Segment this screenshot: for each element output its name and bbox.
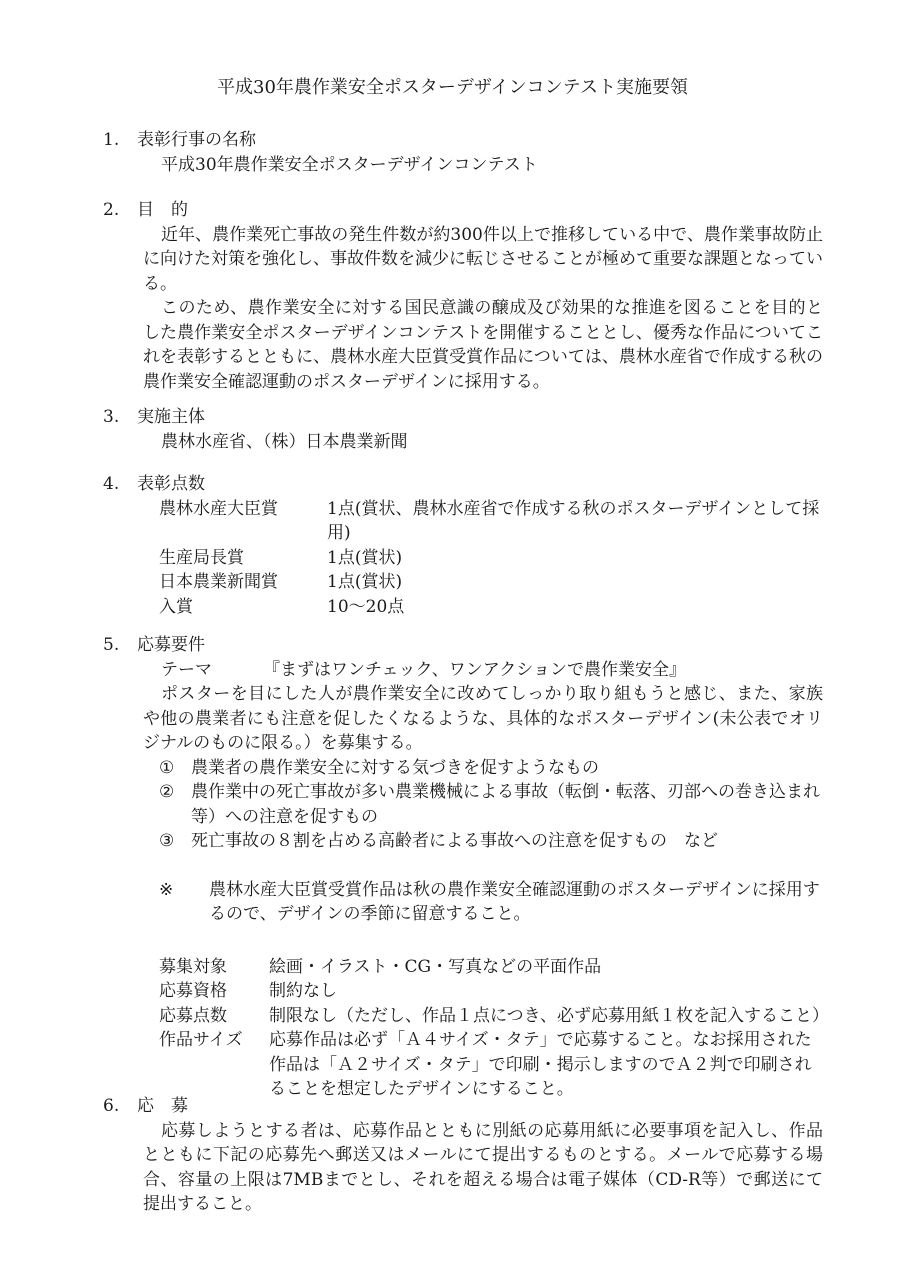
- section-title: 表彰行事の名称: [137, 130, 256, 150]
- award-value: 1点(賞状): [327, 572, 403, 592]
- requirement-value: 制限なし（ただし、作品１点につき、必ず応募用紙１枚を記入すること）: [269, 1005, 829, 1026]
- theme-value: 『まずはワンチェック、ワンアクションで農作業安全』: [263, 659, 686, 680]
- award-row: [159, 546, 823, 571]
- awards-list: [103, 497, 823, 620]
- section-number: 2.: [103, 200, 120, 220]
- requirement-row: [159, 979, 823, 1004]
- section-2: [103, 198, 823, 394]
- section-title: 応 募: [137, 1096, 188, 1116]
- list-text: 農作業中の死亡事故が多い農業機械による事故（転倒・転落、刃部への巻き込まれ等）への注意を促すもの: [191, 782, 820, 827]
- requirement-value: 応募作品は必ず「Ａ４サイズ・タテ」で応募すること。なお採用された作品は「Ａ２サイズ・タテ」で印刷・掲示しますのでＡ２判で印刷されることを想定したデザインにすること。: [269, 1030, 812, 1099]
- purpose-paragraph-1: 近年、農作業死亡事故の発生件数が約300件以上で推移している中で、農作業事故防止に向けた対策を強化し、事故件数を減少に転じさせることが極めて重要な課題となっている。: [143, 224, 823, 294]
- requirement-label: 応募資格: [159, 981, 227, 1001]
- section-1-body: 平成30年農作業安全ポスターデザインコンテスト: [161, 154, 538, 175]
- award-value: 10〜20点: [327, 596, 405, 617]
- section-number: 1.: [103, 130, 120, 150]
- section-3: [103, 405, 823, 454]
- requirement-row: [159, 1028, 823, 1102]
- section-4-heading: [103, 472, 823, 497]
- section-2-heading: [103, 198, 823, 223]
- list-item: [103, 756, 823, 781]
- award-name: 入賞: [159, 596, 193, 617]
- list-marker: ③: [159, 831, 175, 851]
- requirement-value: 絵画・イラスト・CG・写真などの平面作品: [269, 956, 602, 977]
- section-6: [103, 1094, 823, 1217]
- list-text: 農業者の農作業安全に対する気づきを促すようなもの: [191, 757, 599, 778]
- application-paragraph: 応募しようとする者は、応募作品とともに別紙の応募用紙に必要事項を記入し、作品とともに下記の応募先へ郵送又はメールにて提出するものとする。メールで応募する場合、容量の上限は7MBまでとし、それを超える場合は電子媒体（CD-R等）で郵送にて提出すること。: [143, 1120, 823, 1214]
- purpose-paragraph-2: このため、農作業安全に対する国民意識の醸成及び効果的な推進を図ることを目的とした農作業安全ポスターデザインコンテストを開催することとし、優秀な作品についてこれを表彰するとともに、農林水産大臣賞受賞作品については、農林水産省で作成する秋の農作業安全確認運動のポスターデザインに採用する。: [143, 298, 823, 392]
- section-6-heading: [103, 1094, 823, 1119]
- requirements-paragraph: ポスターを目にした人が農作業安全に改めてしっかり取り組もうと感じ、また、家族や他の農業者にも注意を促したくなるような、具体的なポスターデザイン(未公表でオリジナルのものに限る。）を募集する。: [143, 684, 823, 753]
- award-value: 1点(賞状): [327, 547, 403, 568]
- award-value: 1点(賞状、農林水産省で作成する秋のポスターデザインとして採用): [327, 498, 820, 543]
- list-marker: ①: [159, 757, 175, 778]
- award-row: [159, 497, 823, 546]
- award-name: 生産局長賞: [159, 547, 244, 568]
- section-5-heading: [103, 633, 823, 658]
- section-3-body: 農林水産省、（株）日本農業新聞: [161, 431, 408, 452]
- theme-label: テーマ: [161, 659, 212, 680]
- section-title: 応募要件: [137, 635, 205, 655]
- requirement-label: 作品サイズ: [159, 1030, 243, 1050]
- section-title: 目 的: [137, 200, 188, 220]
- theme-row: [103, 658, 823, 683]
- list-text: 死亡事故の８割を占める高齢者による事故への注意を促すもの など: [191, 831, 718, 851]
- section-1: [103, 128, 823, 177]
- award-row: [159, 570, 823, 595]
- requirement-row: [159, 1004, 829, 1029]
- award-name: 農林水産大臣賞: [159, 498, 278, 519]
- requirement-row: [159, 955, 823, 980]
- section-1-heading: [103, 128, 823, 153]
- list-marker: ②: [159, 782, 175, 802]
- note-mark: ※: [159, 879, 174, 900]
- document-title: 平成30年農作業安全ポスターデザインコンテスト実施要領: [217, 77, 688, 98]
- list-item: [103, 780, 823, 829]
- section-title: 表彰点数: [137, 474, 205, 494]
- section-4: [103, 472, 823, 619]
- section-5: [103, 633, 829, 1102]
- section-number: 6.: [103, 1096, 120, 1116]
- section-number: 4.: [103, 474, 120, 494]
- award-name: 日本農業新聞賞: [159, 572, 278, 592]
- requirement-label: 応募点数: [159, 1005, 227, 1026]
- requirement-label: 募集対象: [159, 956, 227, 977]
- note-text: 農林水産大臣賞受賞作品は秋の農作業安全確認運動のポスターデザインに採用するので、デザインの季節に留意すること。: [209, 879, 820, 924]
- award-row: [159, 595, 823, 620]
- section-number: 5.: [103, 635, 120, 655]
- section-title: 実施主体: [137, 407, 205, 427]
- requirement-value: 制約なし: [269, 981, 337, 1001]
- section-3-heading: [103, 405, 823, 430]
- list-item: [103, 829, 823, 854]
- section-number: 3.: [103, 407, 120, 427]
- requirements-table: [103, 955, 829, 1102]
- note: [103, 878, 823, 927]
